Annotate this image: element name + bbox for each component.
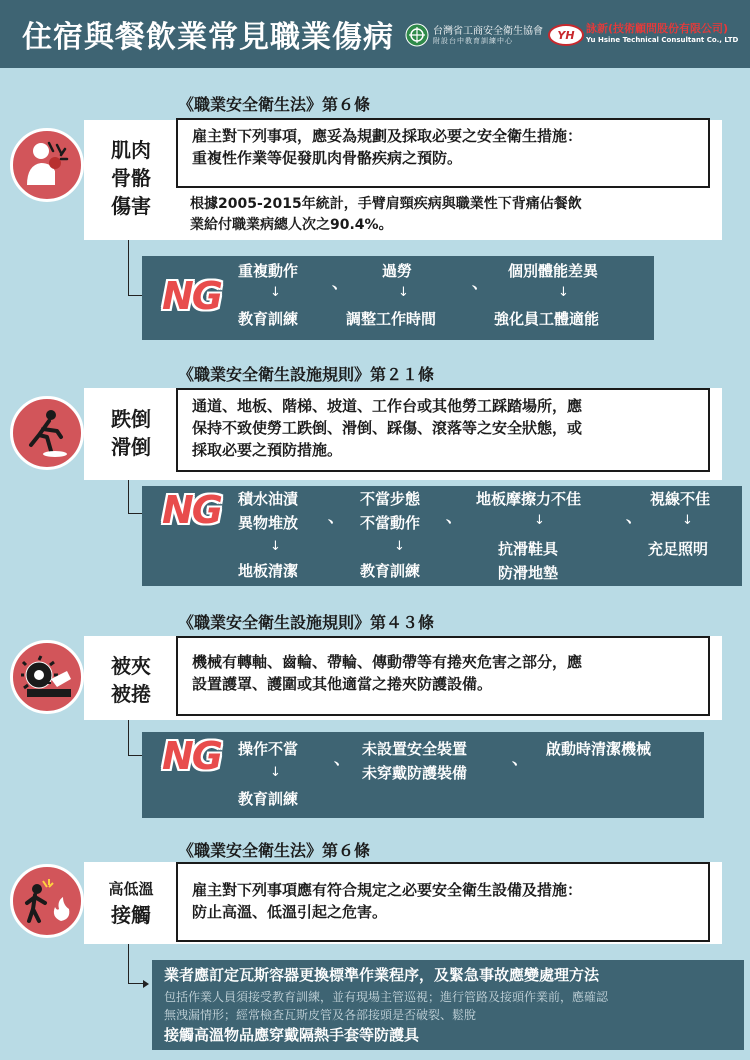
ng-solution: 調整工作時間 bbox=[346, 310, 437, 328]
hazard-label-line: 骨骼 bbox=[111, 166, 151, 190]
ng-cause: 不當步態 bbox=[360, 490, 421, 508]
hazard-label-line: 接觸 bbox=[111, 903, 151, 927]
ng-arrow: ↓ bbox=[682, 513, 693, 528]
prevention-box bbox=[152, 960, 744, 1050]
statistic-line: 業給付職業病總人次之90.4%。 bbox=[190, 217, 393, 233]
consultant-logo bbox=[548, 18, 748, 52]
ng-arrow: ↓ bbox=[534, 513, 545, 528]
law-title: 《職業安全衛生設施規則》第２１條 bbox=[178, 365, 435, 384]
hazard-label-line: 滑倒 bbox=[111, 435, 151, 459]
association-logo bbox=[405, 20, 555, 50]
prevention-headline: 業者應訂定瓦斯容器更換標準作業程序，及緊急事故應變處理方法 bbox=[164, 966, 600, 984]
page-title: 住宿與餐飲業常見職業傷病 bbox=[22, 20, 394, 55]
ng-arrow: ↓ bbox=[558, 285, 569, 300]
consultant-name: 詠新(技術顧問股份有限公司) bbox=[586, 22, 729, 35]
regulation-line: 重複性作業等促發肌肉骨骼疾病之預防。 bbox=[192, 149, 463, 167]
ng-separator: 、 bbox=[626, 507, 643, 526]
regulation-line: 通道、地板、階梯、坡道、工作台或其他勞工踩踏場所，應 bbox=[192, 397, 583, 415]
prevention-detail: 包括作業人員須接受教育訓練，並有現場主管巡視；進行管路及接頭作業前，應確認 bbox=[164, 990, 609, 1004]
ng-solution: 教育訓練 bbox=[360, 562, 421, 580]
prevention-headline: 接觸高溫物品應穿戴隔熱手套等防護具 bbox=[164, 1026, 420, 1044]
hazard-label-line: 被捲 bbox=[111, 682, 151, 706]
regulation-box bbox=[176, 862, 710, 942]
ng-arrow: ↓ bbox=[398, 285, 409, 300]
ng-badge: NG bbox=[162, 734, 221, 778]
hazard-label bbox=[100, 652, 162, 708]
page-header bbox=[0, 0, 750, 68]
hazard-label-line: 肌肉 bbox=[111, 138, 151, 162]
prevention-detail: 無洩漏情形；經常檢查瓦斯皮管及各部接頭是否破裂、鬆脫 bbox=[164, 1008, 477, 1022]
hazard-icon-circle bbox=[10, 128, 84, 202]
statistic-text bbox=[190, 194, 720, 236]
ng-box bbox=[142, 732, 704, 818]
regulation-line: 採取必要之預防措施。 bbox=[192, 441, 343, 459]
hazard-label bbox=[100, 136, 162, 220]
ng-solution: 教育訓練 bbox=[238, 790, 299, 808]
connector-line bbox=[128, 944, 144, 984]
ng-cause: 操作不當 bbox=[238, 740, 299, 758]
regulation-line: 雇主對下列事項，應妥為規劃及採取必要之安全衛生措施： bbox=[192, 127, 583, 145]
heat-contact-icon bbox=[21, 875, 73, 927]
ng-box bbox=[142, 486, 742, 586]
ng-separator: 、 bbox=[328, 507, 345, 526]
ng-solution: 防滑地墊 bbox=[498, 564, 559, 582]
ng-cause: 不當動作 bbox=[360, 514, 421, 532]
regulation-line: 機械有轉軸、齒輪、帶輪、傳動帶等有捲夾危害之部分，應 bbox=[192, 653, 583, 671]
association-subtitle: 附設台中教育訓練中心 bbox=[433, 37, 513, 45]
yh-logo-text: YH bbox=[557, 29, 575, 42]
ng-cause: 啟動時清潔機械 bbox=[546, 740, 652, 758]
regulation-box bbox=[176, 388, 710, 472]
ng-separator: 、 bbox=[334, 749, 351, 768]
association-emblem-icon bbox=[405, 23, 429, 47]
ng-solution: 充足照明 bbox=[648, 540, 709, 558]
statistic-line: 根據2005-2015年統計，手臂肩頸疾病與職業性下背痛佔餐飲 bbox=[190, 196, 582, 212]
ng-solution: 強化員工體適能 bbox=[494, 310, 600, 328]
hazard-label bbox=[100, 878, 162, 930]
regulation-line: 防止高溫、低溫引起之危害。 bbox=[192, 903, 388, 921]
ng-solution: 抗滑鞋具 bbox=[498, 540, 559, 558]
ng-separator: 、 bbox=[512, 749, 529, 768]
ng-separator: 、 bbox=[332, 273, 349, 292]
ng-cause: 個別體能差異 bbox=[508, 262, 599, 280]
ng-cause: 視線不佳 bbox=[650, 490, 711, 508]
regulation-box bbox=[176, 636, 710, 716]
ng-solution: 教育訓練 bbox=[238, 310, 299, 328]
hazard-icon-circle bbox=[10, 396, 84, 470]
ng-cause: 地板摩擦力不佳 bbox=[476, 490, 582, 508]
regulation-box bbox=[176, 118, 710, 188]
law-title: 《職業安全衛生法》第６條 bbox=[178, 95, 371, 114]
regulation-line: 保持不致使勞工跌倒、滑倒、踩傷、滾落等之安全狀態，或 bbox=[192, 419, 583, 437]
ng-cause: 積水油漬 bbox=[238, 490, 299, 508]
ng-cause: 過勞 bbox=[382, 262, 413, 280]
hazard-icon-circle bbox=[10, 640, 84, 714]
hazard-icon-circle bbox=[10, 864, 84, 938]
hazard-label-line: 傷害 bbox=[111, 194, 151, 218]
consultant-english-name: Yu Hsine Technical Consultant Co., LTD bbox=[586, 36, 739, 44]
hazard-label bbox=[100, 405, 162, 461]
regulation-line: 設置護罩、護圍或其他適當之捲夾防護設備。 bbox=[192, 675, 493, 693]
ng-cause: 異物堆放 bbox=[238, 514, 299, 532]
regulation-line: 雇主對下列事項應有符合規定之必要安全衛生設備及措施： bbox=[192, 881, 583, 899]
ng-box bbox=[142, 256, 654, 340]
slip-fall-icon bbox=[21, 407, 73, 459]
connector-arrow bbox=[143, 980, 149, 988]
ng-arrow: ↓ bbox=[394, 539, 405, 554]
ng-cause: 重複動作 bbox=[238, 262, 299, 280]
ng-arrow: ↓ bbox=[270, 539, 281, 554]
muscle-pain-icon bbox=[21, 139, 73, 191]
ng-badge: NG bbox=[162, 488, 221, 532]
saw-blade-icon bbox=[21, 651, 73, 703]
association-name: 台灣省工商安全衛生協會 bbox=[433, 26, 543, 37]
ng-cause: 未穿戴防護裝備 bbox=[362, 764, 468, 782]
ng-cause: 未設置安全裝置 bbox=[362, 740, 468, 758]
ng-badge: NG bbox=[162, 274, 221, 318]
ng-solution: 地板清潔 bbox=[238, 562, 299, 580]
ng-separator: 、 bbox=[472, 273, 489, 292]
law-title: 《職業安全衛生法》第６條 bbox=[178, 841, 371, 860]
ng-arrow: ↓ bbox=[270, 765, 281, 780]
law-title: 《職業安全衛生設施規則》第４３條 bbox=[178, 613, 435, 632]
hazard-label-line: 高低溫 bbox=[108, 880, 154, 898]
hazard-label-line: 跌倒 bbox=[111, 407, 151, 431]
ng-separator: 、 bbox=[446, 507, 463, 526]
yh-logo-icon bbox=[548, 24, 584, 46]
ng-arrow: ↓ bbox=[270, 285, 281, 300]
hazard-label-line: 被夾 bbox=[111, 654, 151, 678]
